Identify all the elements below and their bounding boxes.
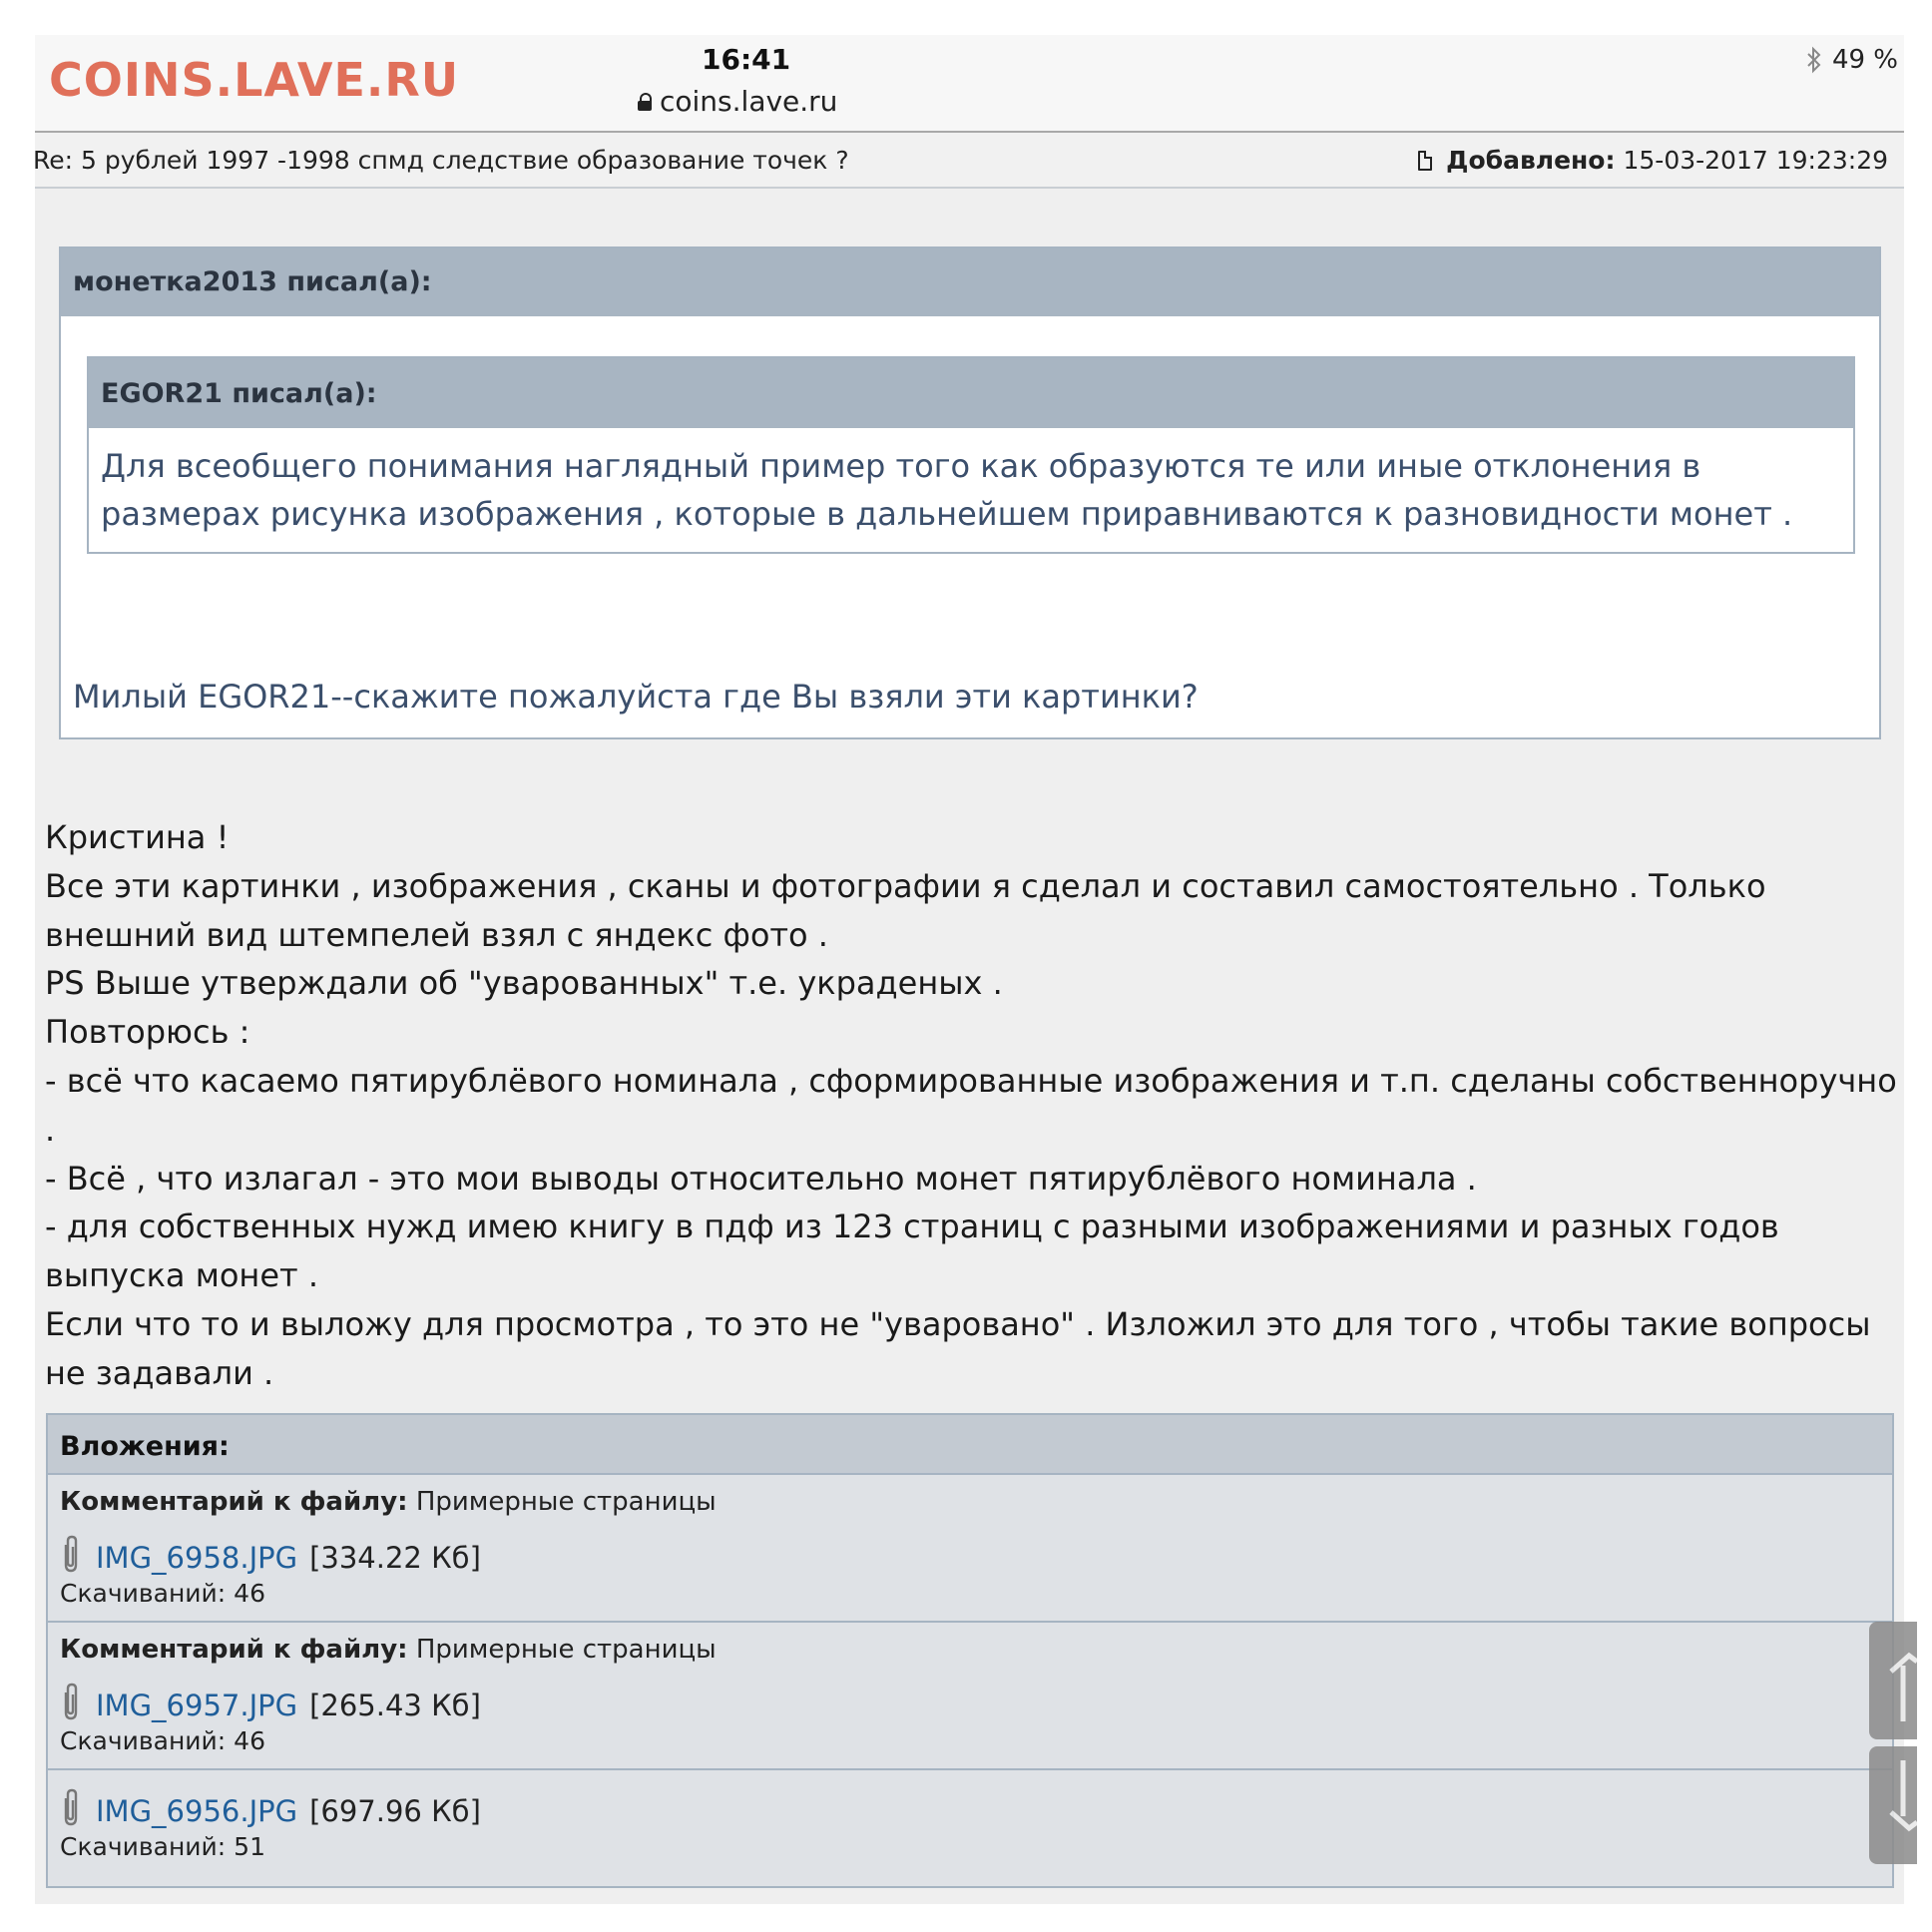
- paperclip-icon: [60, 1535, 82, 1575]
- paperclip-icon: [60, 1683, 82, 1722]
- attachment-file-link[interactable]: IMG_6958.JPG: [96, 1541, 298, 1575]
- attachment-item: [48, 1475, 1892, 1623]
- post-subject: Re: 5 рублей 1997 -1998 спмд следствие образование точек ?: [33, 146, 849, 175]
- address-bar[interactable]: [638, 85, 837, 118]
- page-frame: [35, 35, 1904, 1904]
- bluetooth-icon: [1806, 46, 1822, 74]
- message-body: [45, 813, 1901, 1398]
- post-added-date: 15-03-2017 19:23:29: [1623, 146, 1888, 175]
- attachment-file-link[interactable]: IMG_6957.JPG: [96, 1689, 298, 1722]
- attachment-comment-label: Комментарий к файлу:: [60, 1487, 408, 1517]
- scroll-up-button[interactable]: [1869, 1622, 1917, 1739]
- message-line: Все эти картинки , изображения , сканы и фотографии я сделал и составил самостоятельно . Только внешний вид штемпелей взял с яндекс фото .: [45, 866, 1766, 954]
- attachment-comment: [60, 1487, 1880, 1523]
- downloads-count: 46: [234, 1726, 265, 1755]
- attachment-downloads: [60, 1722, 1880, 1764]
- address-url: coins.lave.ru: [660, 85, 838, 118]
- site-watermark: COINS.LAVE.RU: [49, 53, 460, 107]
- quote-outer-author: монетка2013 писал(а):: [61, 248, 1879, 316]
- attachment-item: [48, 1623, 1892, 1770]
- attachment-file: [60, 1776, 1880, 1828]
- downloads-count: 51: [234, 1832, 265, 1861]
- attachment-comment-text: Примерные страницы: [415, 1635, 717, 1665]
- message-line: - всё что касаемо пятирублёвого номинала , сформированные изображения и т.п. сделаны собственноручно .: [45, 1061, 1897, 1149]
- downloads-label: Скачиваний:: [60, 1726, 227, 1755]
- paperclip-icon: [60, 1788, 82, 1828]
- quote-outer-reply: Милый EGOR21--скажите пожалуйста где Вы взяли эти картинки?: [73, 678, 1199, 716]
- status-battery: [1806, 45, 1898, 75]
- post-added-label: Добавлено:: [1446, 146, 1616, 175]
- downloads-label: Скачиваний:: [60, 1832, 227, 1861]
- downloads-label: Скачиваний:: [60, 1579, 227, 1608]
- browser-top-bar: [35, 35, 1904, 133]
- message-line: - Всё , что излагал - это мои выводы относительно монет пятирублёвого номинала .: [45, 1159, 1477, 1198]
- post-added: [1418, 146, 1888, 175]
- attachment-file-link[interactable]: IMG_6956.JPG: [96, 1794, 298, 1828]
- attachment-file: [60, 1523, 1880, 1575]
- arrow-up-icon: [1869, 1622, 1917, 1739]
- scroll-down-button[interactable]: [1869, 1746, 1917, 1864]
- battery-percent: 49 %: [1831, 45, 1898, 75]
- message-line: Если что то и выложу для просмотра , то это не "уварованo" . Изложил это для того , чтобы такие вопросы не задавали .: [45, 1304, 1871, 1392]
- attachment-downloads: [60, 1575, 1880, 1617]
- attachment-file-size: [334.22 Кб]: [309, 1541, 481, 1575]
- post-header: [35, 133, 1904, 189]
- attachments-title: Вложения:: [48, 1415, 1892, 1475]
- status-time: 16:41: [702, 43, 791, 76]
- document-icon[interactable]: [1418, 151, 1432, 171]
- quote-inner: [87, 356, 1855, 554]
- quote-inner-text: Для всеобщего понимания наглядный пример того как образуются те или иные отклонения в размерах рисунка изображения , которые в дальнейшем приравниваются к разновидности монет .: [101, 447, 1793, 533]
- quote-inner-author: EGOR21 писал(а):: [89, 358, 1853, 428]
- attachment-file-size: [697.96 Кб]: [309, 1794, 481, 1828]
- attachment-file-size: [265.43 Кб]: [309, 1689, 481, 1722]
- arrow-down-icon: [1869, 1746, 1917, 1864]
- message-line: PS Выше утверждали об "уварованных" т.е. украденых .: [45, 964, 1003, 1003]
- downloads-count: 46: [234, 1579, 265, 1608]
- attachment-item: [48, 1770, 1892, 1880]
- attachment-comment-label: Комментарий к файлу:: [60, 1635, 408, 1665]
- message-line: Кристина !: [45, 818, 230, 856]
- message-line: - для собственных нужд имею книгу в пдф из 123 страниц с разными изображениями и разных годов выпуска монет .: [45, 1208, 1779, 1295]
- attachment-file: [60, 1671, 1880, 1722]
- attachment-comment-text: Примерные страницы: [415, 1487, 717, 1517]
- attachments-panel: [46, 1413, 1894, 1888]
- quote-outer: [59, 246, 1881, 739]
- attachment-downloads: [60, 1828, 1880, 1870]
- message-line: Повторюсь :: [45, 1013, 250, 1052]
- lock-icon: [638, 93, 652, 111]
- attachment-comment: [60, 1635, 1880, 1671]
